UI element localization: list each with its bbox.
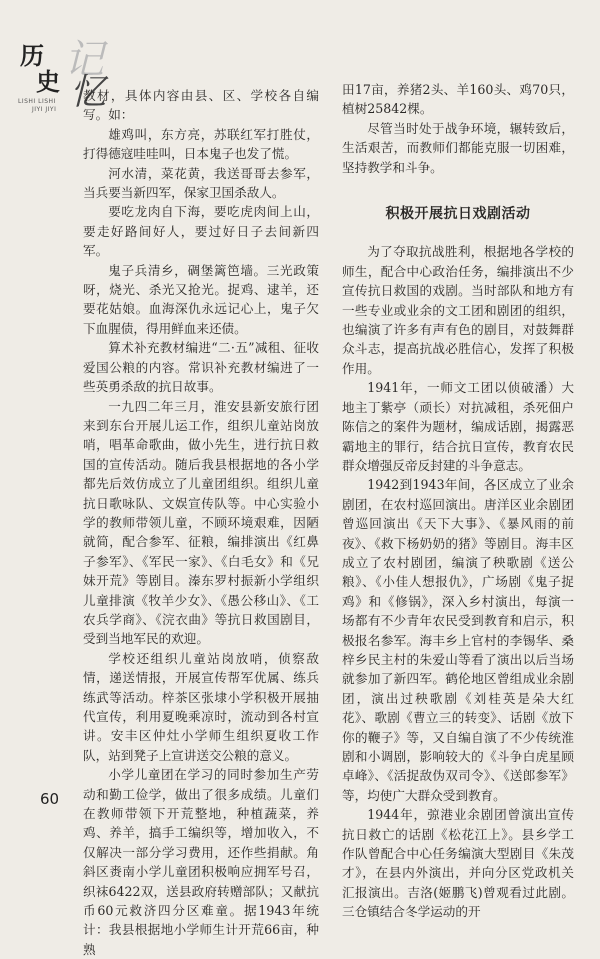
paragraph: 为了夺取抗战胜利，根据地各学校的师生，配合中心政治任务，编排演出不少宣传抗日救国的戏剧。当时部队和地方有一些专业或业余的文工团和剧团的组织，也编演了许多有声有色的剧目，对鼓舞群众斗志，提高抗战必胜信心，发挥了积极作用。 (342, 244, 574, 376)
paragraph: 1942到1943年间，各区成立了业余剧团，在农村巡回演出。唐洋区业余剧团曾巡回演出《天下大事》、《暴风雨的前夜》、《救下杨奶奶的猪》等剧目。海丰区成立了农村剧团，编演了秧歌剧《送公粮》、《小佳人想报仇》，广场剧《鬼子捉鸡》和《修锅》，深入乡村演出，每演一场都有不少青年农民受到教育和启示，积极报名参军。海丰乡上官村的李锡华、桑梓乡民主村的朱爱山等看了演出以后当场就参加了新四军。鹤伦地区曾组成业余剧团，演出过秧歌剧《刘桂英是朵大红花》、歌剧《曹立三的转变》、话剧《放下你的鞭子》等，又自编自演了不少传统淮剧和小调剧，影响较大的《斗争白虎星顾卓峰》、《活捉敌伪双司令》、《送郎参军》等，均使广大群众受到教育。 (342, 477, 574, 803)
logo-pinyin-1: LISHI LISHI (18, 98, 56, 105)
paragraph: 算术补充教材编进“二·五”减租、征收爱国公粮的内容。常识补充教材编进了一些英勇杀敌的抗日故事。 (83, 340, 319, 395)
paragraph: 尽管当时处于战争环境，辗转致后，生活艰苦，而教师们都能克服一切困难，坚持教学和斗争。 (342, 120, 574, 175)
paragraph: 鬼子兵清乡，碉堡篱笆墙。三光政策呀，烧光、杀光又抢光。捉鸡、逮羊，还要花姑娘。血海深仇永远记心上，鬼子欠下血腥债，得用鲜血来还债。 (83, 262, 319, 336)
page-number: 60 (40, 790, 60, 808)
logo-pinyin-2: JIYI JIYI (32, 106, 57, 113)
paragraph: 河水清，菜花黄，我送哥哥去参军，当兵要当新四军，保家卫国杀敌人。 (83, 165, 319, 201)
paragraph: 一九四二年三月，淮安县新安旅行团来到东台开展儿运工作，组织儿童站岗放哨，唱革命歌曲，做小先生，进行抗日救国的宣传活动。随后我县根据地的各小学都先后效仿成立了儿童团组织。组织儿童抗日歌咏队、文娱宣传队等。中心实验小学的教师带领儿童，不顾环境艰难，因陋就简，配合参军、征粮，编排演出《红鼻子参军》、《军民一家》、《白毛女》和《兄妹开荒》等剧目。溱东罗村振新小学组织儿童排演《牧羊少女》、《愚公移山》、《工农兵学商》、《浣衣曲》等抗日救国剧目，受到当地军民的欢迎。 (83, 398, 319, 647)
paragraph: 雄鸡叫，东方亮，苏联红军打胜仗，打得德寇哇哇叫，日本鬼子也发了慌。 (83, 126, 319, 162)
section-title: 积极开展抗日戏剧活动 (385, 206, 531, 223)
paragraph: 要吃龙肉自下海，要吃虎肉间上山，要走好路间好人，要过好日子去间新四军。 (83, 204, 319, 259)
logo-char-4: 忆 (70, 72, 107, 113)
logo-char-1: 历 (20, 41, 44, 70)
paragraph: 教材，具体内容由县、区、学校各自编写。如： (83, 88, 319, 123)
paragraph: 小学儿童团在学习的同时参加生产劳动和勤工俭学，做出了很多成绩。儿童们在教师带领下开荒整地，种植蔬菜，养鸡、养羊，搞手工编织等，增加收入，不仅解决一部分学习费用，还作些捐献。角斜区赉南小学儿童团积极响应拥军号召，织袜6422双，送县政府转赠部队；又献抗币60元救济四分区难童。据1943年统计：我县根据地小学师生计开荒66亩，种熟 (83, 767, 319, 957)
right-column-bottom-paragraphs (342, 242, 574, 921)
logo-char-2: 史 (36, 67, 60, 96)
paragraph: 田17亩，养猪2头、羊160头、鸡70只，植树25842棵。 (342, 82, 574, 117)
left-text-column (83, 86, 319, 959)
paragraph: 1944年，弶港业余剧团曾演出宣传抗日救亡的话剧《松花江上》。县乡学工作队曾配合中心任务编演大型剧目《朱茂才》，在县内外演出，并向分区党政机关汇报演出。吉洛(姬鹏飞)曾观看过此剧。三仓镇结合冬学运动的开 (342, 807, 574, 920)
right-column-top-paragraphs (342, 80, 574, 177)
paragraph: 1941年，一师文工团以侦破潘）大地主丁紫亭（顽长）对抗减租，杀死佃户陈信之的案件为题材，编成话剧，揭露恶霸地主的罪行，结合抗日宣传，教育农民群众增强反帝反封建的斗争意志。 (342, 380, 574, 473)
right-text-column (342, 80, 574, 922)
logo-char-3: 记 (64, 37, 104, 83)
paragraph: 学校还组织儿童站岗放哨，侦察敌情，递送情报，开展宣传帮军优属、练兵练武等活动。梓茶区张埭小学积极开展抽代宣传，利用夏晚乘凉时，流动到各村宣讲。安丰区仲灶小学师生组织夏收工作队，站到凳子上宣讲送交公粮的意义。 (83, 650, 319, 763)
